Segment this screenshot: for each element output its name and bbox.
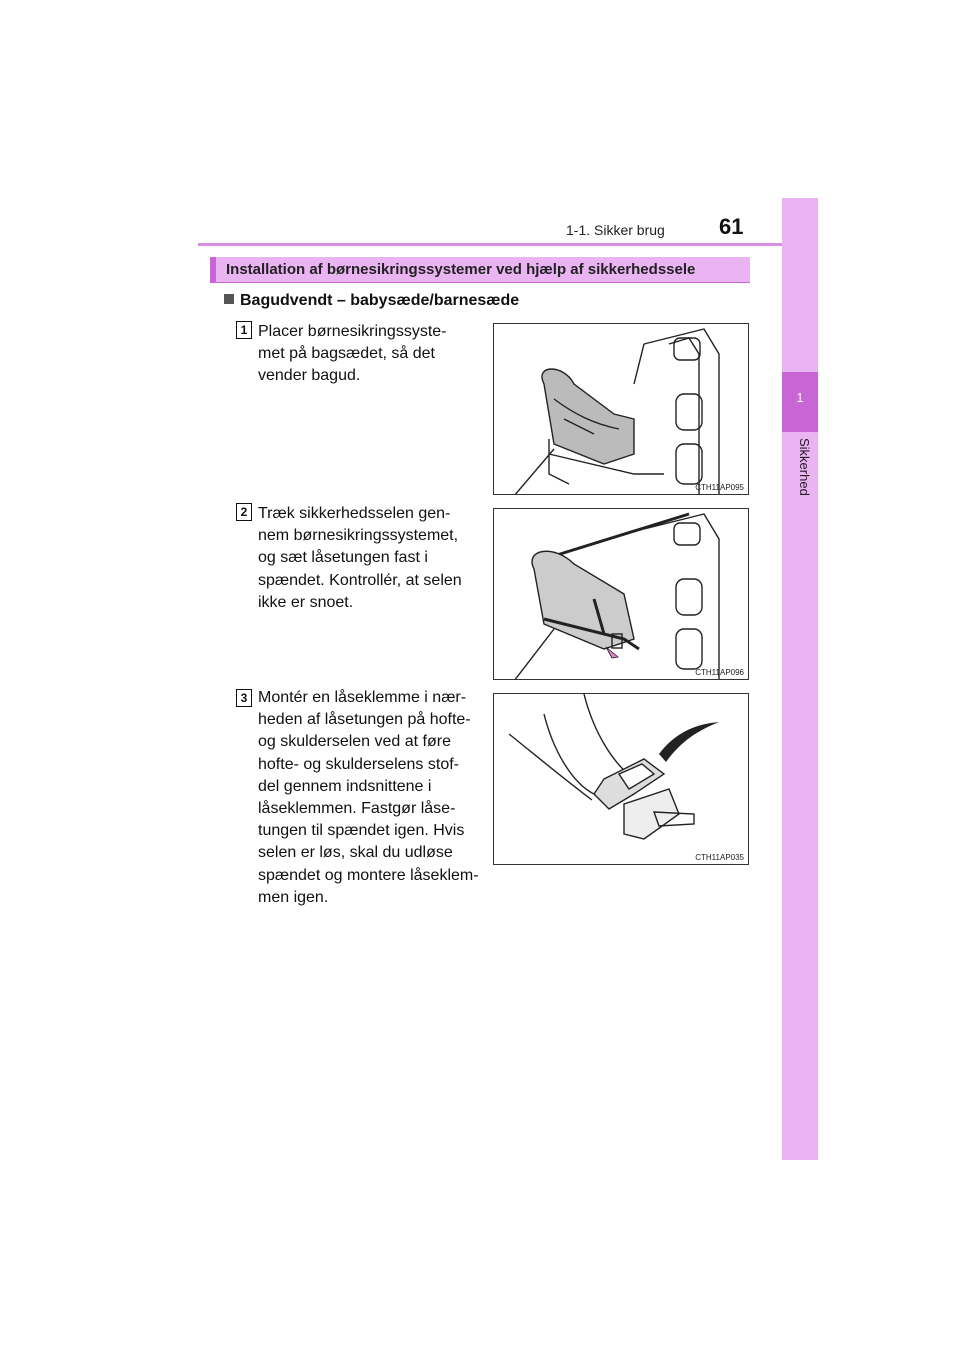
text-line: tungen til spændet igen. Hvis	[258, 822, 465, 840]
text-line: Montér en låseklemme i nær-	[258, 689, 467, 706]
subheading	[224, 292, 519, 310]
header-rule	[198, 243, 790, 246]
locking-clip-illustration	[494, 694, 749, 865]
figure-code: CTH11AP095	[695, 483, 744, 492]
step-number-2: 2	[236, 503, 252, 521]
child-seat-illustration	[494, 324, 749, 495]
belt-routing-illustration	[494, 509, 749, 680]
figure-code: CTH11AP096	[695, 668, 744, 677]
chapter-number: 1	[796, 390, 804, 405]
section-title-bar	[210, 257, 750, 283]
text-line: og sæt låsetungen fast i	[258, 549, 428, 567]
figure-child-seat-placement	[493, 323, 749, 495]
step-number-3: 3	[236, 689, 252, 707]
text-line: heden af låsetungen på hofte-	[258, 711, 471, 729]
subheading-text: Bagudvendt – babysæde/barnesæde	[240, 292, 520, 309]
text-line: met på bagsædet, så det	[258, 345, 435, 363]
text-line: Træk sikkerhedsselen gen-	[258, 505, 451, 522]
figure-belt-routing	[493, 508, 749, 680]
text-line: men igen.	[258, 888, 329, 906]
figure-code: CTH11AP035	[695, 853, 744, 862]
text-line: del gennem indsnittene i	[258, 777, 432, 795]
step-text-2	[258, 503, 488, 614]
arrow-icon	[659, 722, 719, 762]
text-line: hofte- og skulderselens stof-	[258, 755, 459, 773]
text-line: spændet og montere låseklem-	[258, 866, 479, 884]
chapter-label: Sikkerhed	[797, 438, 812, 496]
section-title: Installation af børnesikringssystemer ved hjælp af sikkerhedssele	[226, 261, 696, 278]
step-text-3	[258, 687, 488, 909]
step-number-1: 1	[236, 321, 252, 339]
running-header-section: 1-1. Sikker brug	[566, 222, 665, 238]
text-line: vender bagud.	[258, 367, 361, 385]
text-line: Placer børnesikringssyste-	[258, 323, 447, 340]
square-bullet-icon	[224, 294, 234, 304]
text-line: selen er løs, skal du udløse	[258, 844, 453, 862]
text-line: og skulderselen ved at føre	[258, 733, 451, 751]
text-line: ikke er snoet.	[258, 593, 354, 611]
chapter-side-tab	[782, 198, 818, 1160]
text-line: nem børnesikringssystemet,	[258, 527, 459, 545]
text-line: spændet. Kontrollér, at selen	[258, 571, 462, 589]
figure-locking-clip	[493, 693, 749, 865]
step-text-1	[258, 321, 488, 388]
page-number: 61	[719, 214, 744, 239]
text-line: låseklemmen. Fastgør låse-	[258, 800, 456, 818]
